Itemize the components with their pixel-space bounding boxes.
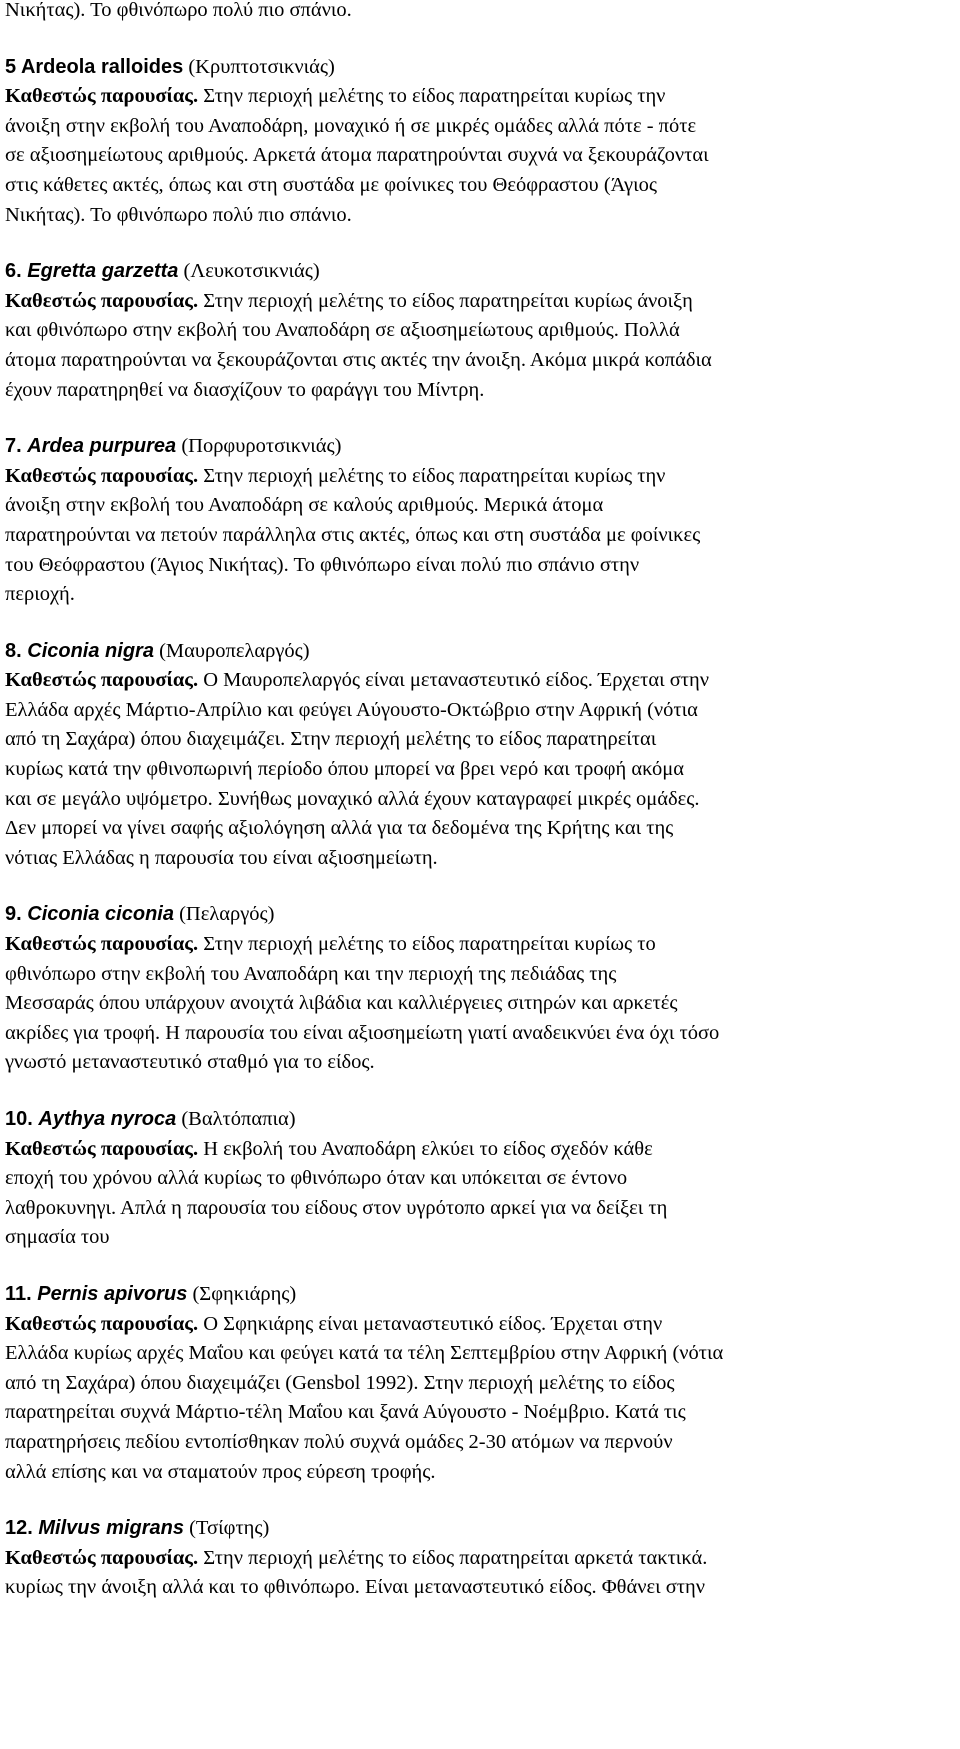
species-latin-name: Ciconia ciconia	[27, 903, 174, 926]
species-text-line	[5, 666, 955, 696]
species-text-line: παρατηρούνται να πετούν παράλληλα στις ακτές, όπως και στη συστάδα με φοίνικες	[5, 523, 701, 546]
status-text: Στην περιοχή μελέτης το είδος παρατηρείται κυρίως άνοιξη	[198, 289, 693, 312]
status-label: Καθεστώς παρουσίας.	[5, 1137, 199, 1160]
document-page	[5, 0, 955, 1603]
species-entry	[5, 1514, 955, 1603]
species-text-line: εποχή του χρόνου αλλά κυρίως το φθινόπωρο όταν και υπόκειται σε έντονο	[5, 1167, 628, 1190]
species-heading	[5, 257, 955, 287]
species-common-name: (Πελαργός)	[173, 903, 275, 926]
status-text: Στην περιοχή μελέτης το είδος παρατηρείται αρκετά τακτικά.	[198, 1546, 708, 1569]
species-common-name: (Κρυπτοτσικνιάς)	[183, 55, 335, 78]
species-latin-name: Ardea purpurea	[27, 435, 177, 458]
species-number: 5	[5, 55, 17, 78]
species-text-line: και φθινόπωρο στην εκβολή του Αναποδάρη σε αξιοσημείωτους αριθμούς. Πολλά	[5, 319, 680, 342]
species-text-line: παρατηρείται συχνά Μάρτιο-τέλη Μαΐου και ξανά Αύγουστο - Νοέμβριο. Κατά τις	[5, 1401, 686, 1424]
species-number: 6.	[5, 260, 22, 283]
species-text-line	[5, 1310, 955, 1340]
species-text-line: περιοχή.	[5, 583, 75, 606]
species-entry	[5, 637, 955, 874]
species-heading	[5, 1105, 955, 1135]
species-heading	[5, 432, 955, 462]
status-label: Καθεστώς παρουσίας.	[5, 464, 199, 487]
species-heading	[5, 900, 955, 930]
species-entry	[5, 1280, 955, 1487]
species-text-line: στις κάθετες ακτές, όπως και στη συστάδα με φοίνικες του Θεόφραστου (Άγιος	[5, 173, 657, 196]
species-number: 8.	[5, 639, 22, 662]
status-text: Η εκβολή του Αναποδάρη ελκύει το είδος σχεδόν κάθε	[198, 1137, 653, 1160]
species-text-line	[5, 287, 955, 317]
species-latin-name: Milvus migrans	[38, 1517, 184, 1540]
species-text-line: σημασία του	[5, 1226, 110, 1249]
species-text-line	[5, 462, 955, 492]
status-text: Στην περιοχή μελέτης το είδος παρατηρείται κυρίως το	[198, 933, 656, 956]
species-number: 9.	[5, 903, 22, 926]
species-text-line	[5, 1135, 955, 1165]
species-number: 12.	[5, 1517, 33, 1540]
species-text-line	[5, 1544, 955, 1574]
species-text-line: αλλά επίσης και να σταματούν προς εύρεση τροφής.	[5, 1460, 436, 1483]
species-text-line	[5, 930, 955, 960]
species-text-line: από τη Σαχάρα) όπου διαχειμάζει. Στην περιοχή μελέτης το είδος παρατηρείται	[5, 728, 657, 751]
species-text-line: λαθροκυνηγι. Απλά η παρουσία του είδους στον υγρότοπο αρκεί για να δείξει τη	[5, 1196, 668, 1219]
species-latin-name: Pernis apivorus	[37, 1282, 188, 1305]
species-text-line: Μεσσαράς όπου υπάρχουν ανοιχτά λιβάδια και καλλιέργειες σιτηρών και αρκετές	[5, 992, 678, 1015]
species-common-name: (Σφηκιάρης)	[187, 1282, 297, 1305]
species-text-line: από τη Σαχάρα) όπου διαχειμάζει (Gensbol 1992). Στην περιοχή μελέτης το είδος	[5, 1371, 675, 1394]
species-entry	[5, 1105, 955, 1253]
species-number: 7.	[5, 435, 22, 458]
status-label: Καθεστώς παρουσίας.	[5, 289, 199, 312]
status-text: Στην περιοχή μελέτης το είδος παρατηρείται κυρίως την	[198, 85, 666, 108]
species-common-name: (Τσίφτης)	[183, 1517, 270, 1540]
species-text-line: άνοιξη στην εκβολή του Αναποδάρη, μοναχικό ή σε μικρές ομάδες αλλά πότε - πότε	[5, 114, 697, 137]
species-entry	[5, 900, 955, 1078]
species-text-line: του Θεόφραστου (Άγιος Νικήτας). Το φθινόπωρο είναι πολύ πιο σπάνιο στην	[5, 553, 640, 576]
species-text-line: Ελλάδα αρχές Μάρτιο-Απρίλιο και φεύγει Αύγουστο-Οκτώβριο στην Αφρική (νότια	[5, 698, 698, 721]
species-common-name: (Βαλτόπαπια)	[176, 1108, 296, 1130]
species-latin-name: Aythya nyroca	[38, 1108, 177, 1130]
species-text-line: ακρίδες για τροφή. Η παρουσία του είναι αξιοσημείωτη γιατί αναδεικνύει ένα όχι τόσο	[5, 1021, 720, 1044]
species-list	[5, 53, 955, 1603]
species-text-line: άτομα παρατηρούνται να ξεκουράζονται στις ακτές την άνοιξη. Ακόμα μικρά κοπάδια	[5, 348, 712, 371]
species-latin-name: Egretta garzetta	[27, 260, 179, 283]
species-text-line: άνοιξη στην εκβολή του Αναποδάρη σε καλούς αριθμούς. Μερικά άτομα	[5, 494, 604, 517]
species-common-name: (Πορφυροτσικνιάς)	[176, 435, 342, 458]
species-text-line: έχουν παρατηρηθεί να διασχίζουν το φαράγγι του Μίντρη.	[5, 378, 485, 401]
species-text-line: φθινόπωρο στην εκβολή του Αναποδάρη και την περιοχή της πεδιάδας της	[5, 962, 617, 985]
species-entry	[5, 257, 955, 405]
species-text-line: κυρίως την άνοιξη αλλά και το φθινόπωρο. Είναι μεταναστευτικό είδος. Φθάνει στην	[5, 1576, 706, 1599]
species-common-name: (Λευκοτσικνιάς)	[178, 260, 320, 283]
status-text: Ο Μαυροπελαργός είναι μεταναστευτικό είδος. Έρχεται στην	[198, 669, 710, 692]
species-entry	[5, 53, 955, 231]
species-heading	[5, 637, 955, 667]
species-text-line	[5, 82, 955, 112]
species-latin-name: Ardeola ralloides	[20, 55, 184, 78]
species-heading	[5, 1514, 955, 1544]
status-label: Καθεστώς παρουσίας.	[5, 85, 199, 108]
species-text-line: παρατηρήσεις πεδίου εντοπίσθηκαν πολύ συχνά ομάδες 2-30 ατόμων να περνούν	[5, 1430, 673, 1453]
species-text-line: κυρίως κατά την φθινοπωρινή περίοδο όπου μπορεί να βρει νερό και τροφή ακόμα	[5, 758, 684, 781]
status-text: Στην περιοχή μελέτης το είδος παρατηρείται κυρίως την	[198, 464, 666, 487]
species-common-name: (Μαυροπελαργός)	[153, 639, 310, 662]
species-latin-name: Ciconia nigra	[27, 639, 154, 662]
status-label: Καθεστώς παρουσίας.	[5, 669, 199, 692]
species-number: 11.	[5, 1282, 32, 1305]
species-number: 10.	[5, 1108, 33, 1130]
species-entry	[5, 432, 955, 610]
species-text-line: Νικήτας). Το φθινόπωρο πολύ πιο σπάνιο.	[5, 203, 352, 226]
species-heading	[5, 1280, 955, 1310]
species-text-line: Ελλάδα κυρίως αρχές Μαΐου και φεύγει κατά τα τέλη Σεπτεμβρίου στην Αφρική (νότια	[5, 1342, 724, 1365]
species-heading	[5, 53, 955, 83]
paragraph-fragment: Νικήτας). Το φθινόπωρο πολύ πιο σπάνιο.	[5, 0, 352, 21]
status-label: Καθεστώς παρουσίας.	[5, 1546, 199, 1569]
status-label: Καθεστώς παρουσίας.	[5, 933, 199, 956]
species-text-line: γνωστό μεταναστευτικό σταθμό για το είδος.	[5, 1051, 375, 1074]
status-label: Καθεστώς παρουσίας.	[5, 1312, 199, 1335]
species-text-line: σε αξιοσημείωτους αριθμούς. Αρκετά άτομα παρατηρούνται συχνά να ξεκουράζονται	[5, 144, 709, 167]
status-text: Ο Σφηκιάρης είναι μεταναστευτικό είδος. Έρχεται στην	[198, 1312, 663, 1335]
species-text-line: νότιας Ελλάδας η παρουσία του είναι αξιοσημείωτη.	[5, 846, 438, 869]
species-text-line: και σε μεγάλο υψόμετρο. Συνήθως μοναχικό αλλά έχουν καταγραφεί μικρές ομάδες.	[5, 787, 700, 810]
species-text-line: Δεν μπορεί να γίνει σαφής αξιολόγηση αλλά για τα δεδομένα της Κρήτης και της	[5, 817, 674, 840]
